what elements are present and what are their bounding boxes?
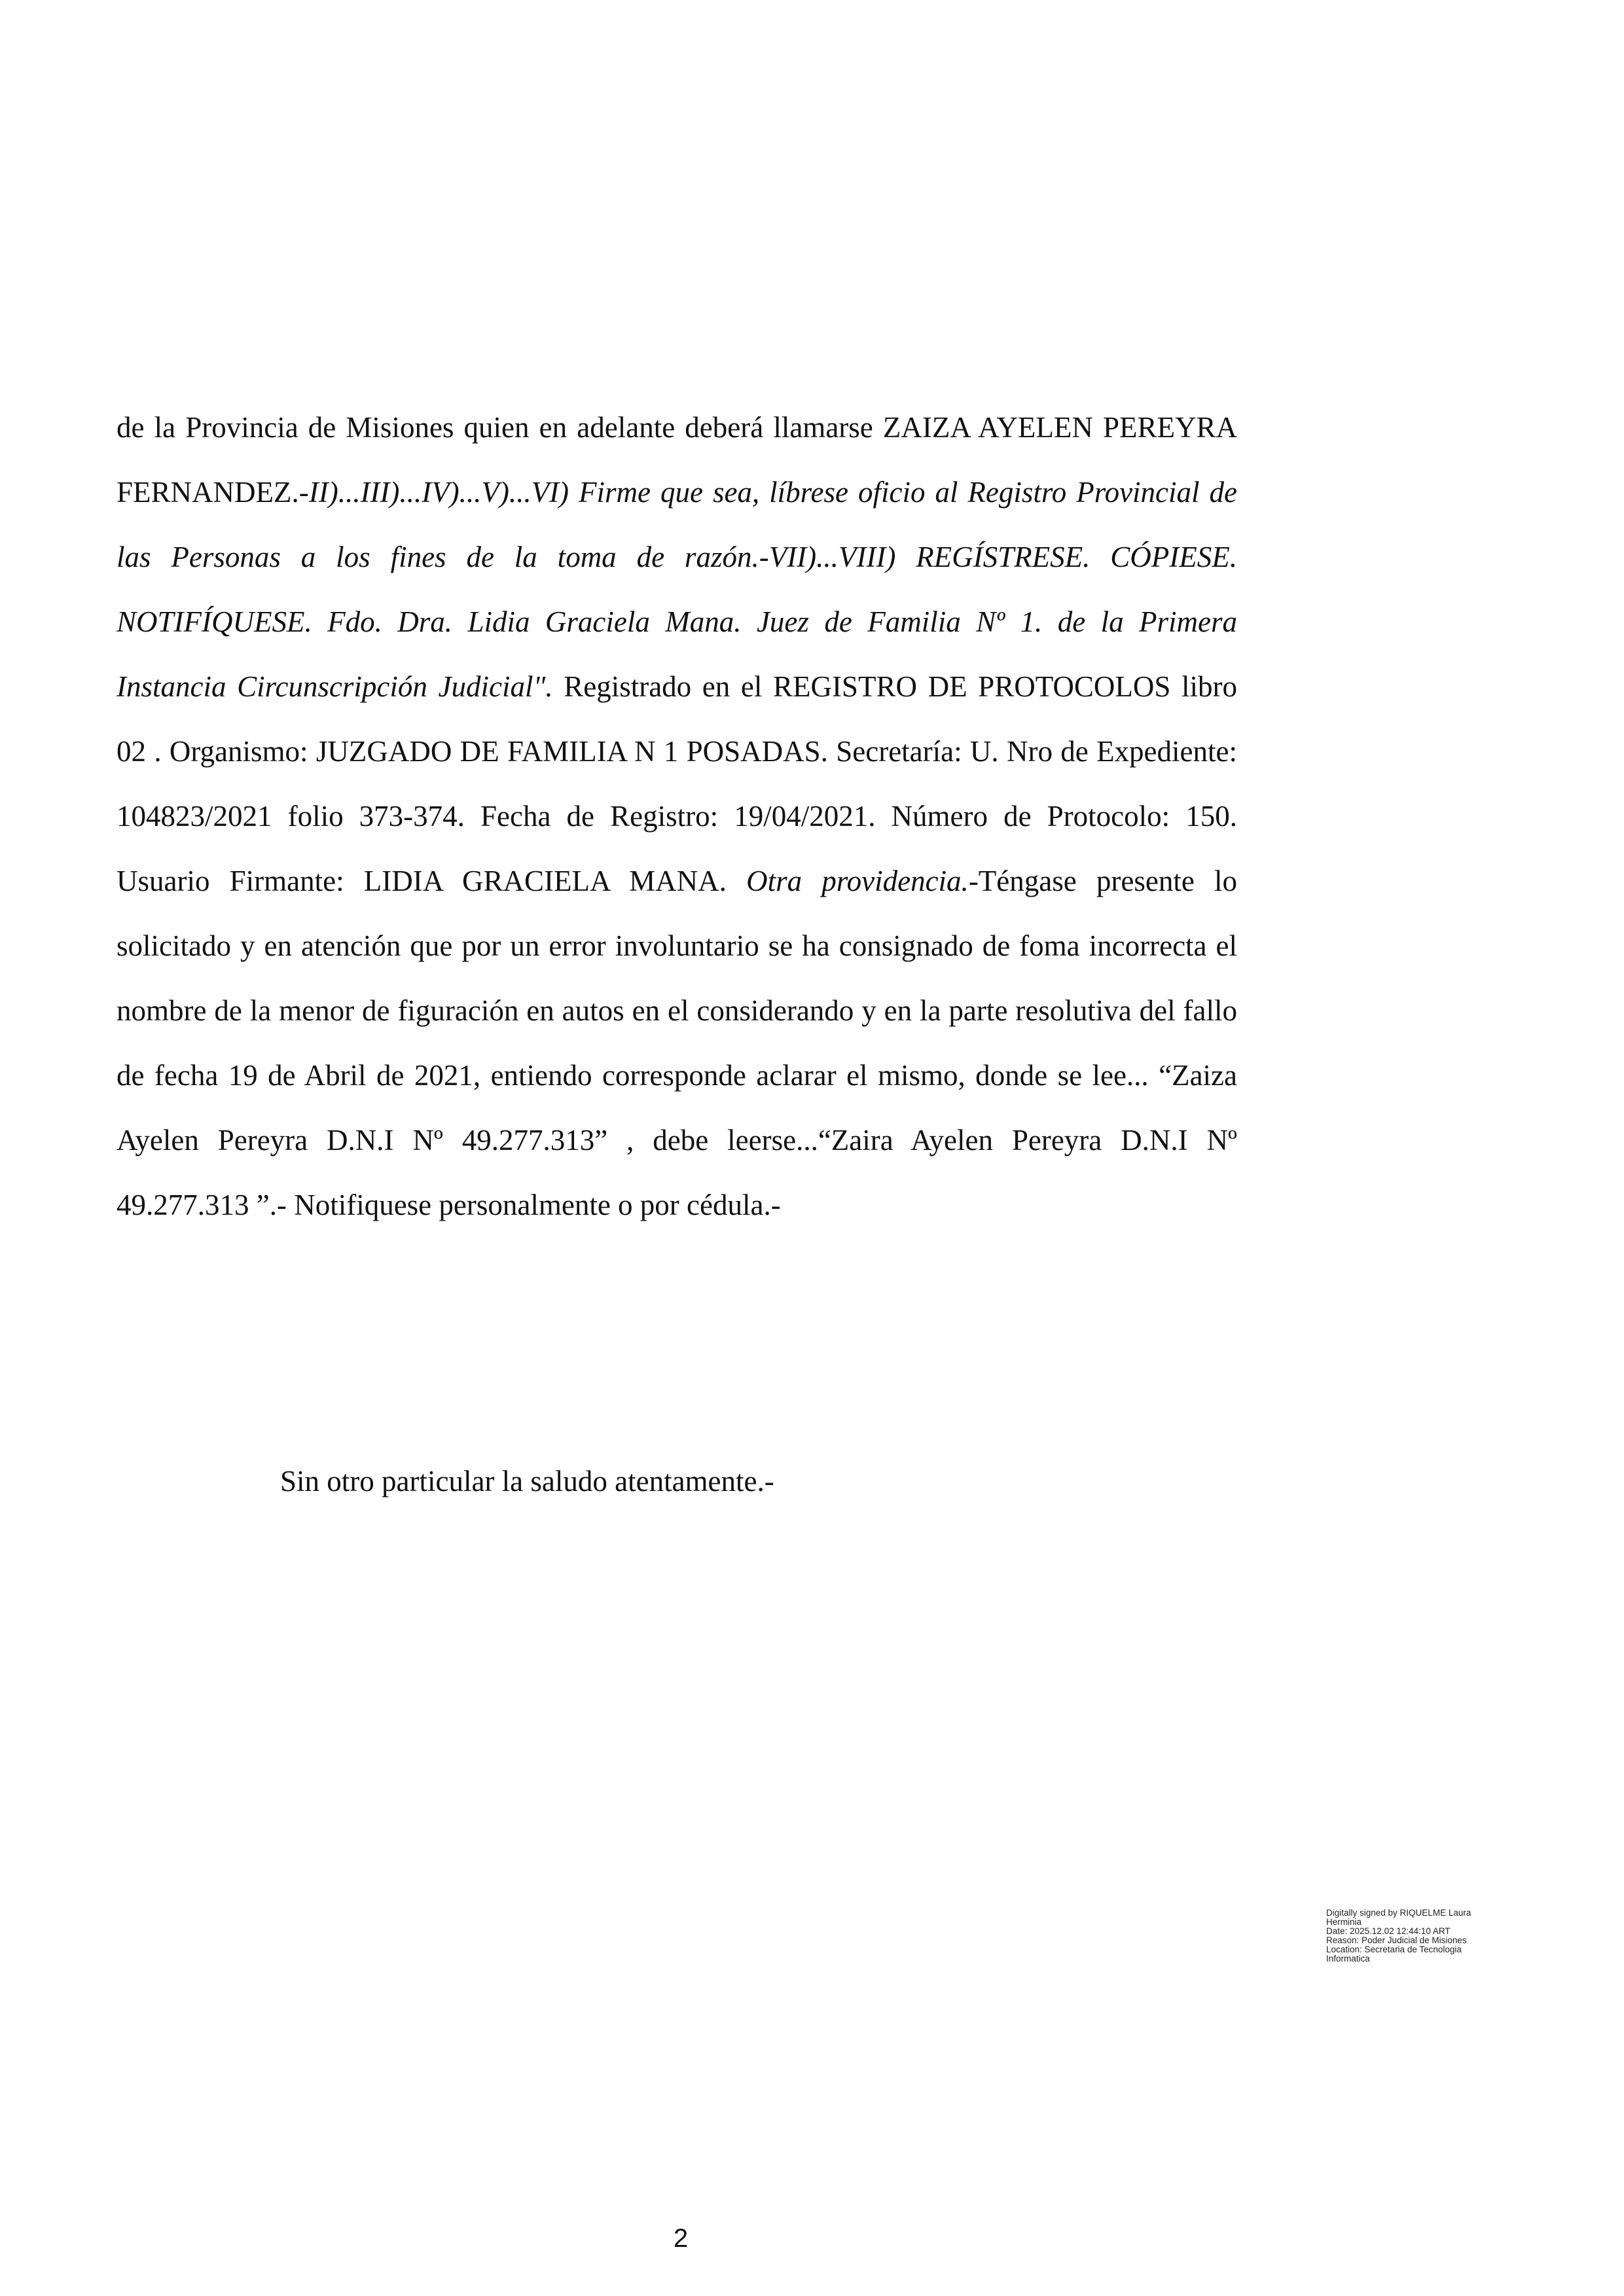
body-text-3: Registrado en el REGISTRO DE PROTOCOLOS libro 02 . Organismo: JUZGADO DE FAMILIA N 1 POSADAS. Secretaría: U. Nro de Expediente: 104823/2021 folio 373-374. Fecha de Registro: 19/04/2021. Número de Protocolo: 150. Usuario Firmante: LIDIA GRACIELA MANA.: [117, 670, 1237, 897]
signature-line: Reason: Poder Judicial de Misiones: [1326, 1935, 1467, 1945]
digital-signature: [1326, 1909, 1523, 1964]
signature-line: Informatica: [1326, 1954, 1370, 1964]
body-text-1: de la Provincia de Misiones quien en adelante deberá llamarse ZAIZA AYELEN PEREYRA FERNANDEZ.-: [117, 411, 1237, 509]
document-body: [117, 395, 1237, 1238]
signature-line: Herminia: [1326, 1917, 1362, 1927]
body-text-5: -Téngase presente lo solicitado y en atención que por un error involuntario se ha consignado de foma incorrecta el nombre de la menor de figuración en autos en el considerando y en la parte resolutiva del fallo de fecha 19 de Abril de 2021, entiendo corresponde aclarar el mismo, donde se lee... “Zaiza Ayelen Pereyra D.N.I Nº 49.277.313” , debe leerse...“Zaira Ayelen Pereyra D.N.I Nº 49.277.313 ”.- Notifiquese personalmente o por cédula.-: [117, 865, 1238, 1221]
signature-line: Location: Secretaria de Tecnologia: [1326, 1945, 1462, 1954]
body-text-4-italic: Otra providencia.: [746, 865, 969, 897]
closing-line: Sin otro particular la saludo atentamente.-: [280, 1465, 774, 1498]
body-paragraph: [117, 395, 1237, 1238]
signature-line: Digitally signed by RIQUELME Laura: [1326, 1908, 1471, 1918]
page-number: 2: [673, 2224, 689, 2253]
body-text-2-italic: II)...III)...IV)...V)...VI) Firme que sea, líbrese oficio al Registro Provincial de las Personas a los fines de la toma de razón.-VII)...VIII) REGÍSTRESE. CÓPIESE. NOTIFÍQUESE. Fdo. Dra. Lidia Graciela Mana. Juez de Familia Nº 1. de la Primera Instancia Circunscripción Judicial".: [117, 476, 1237, 703]
signature-line: Date: 2025.12.02 12:44:10 ART: [1326, 1926, 1451, 1936]
